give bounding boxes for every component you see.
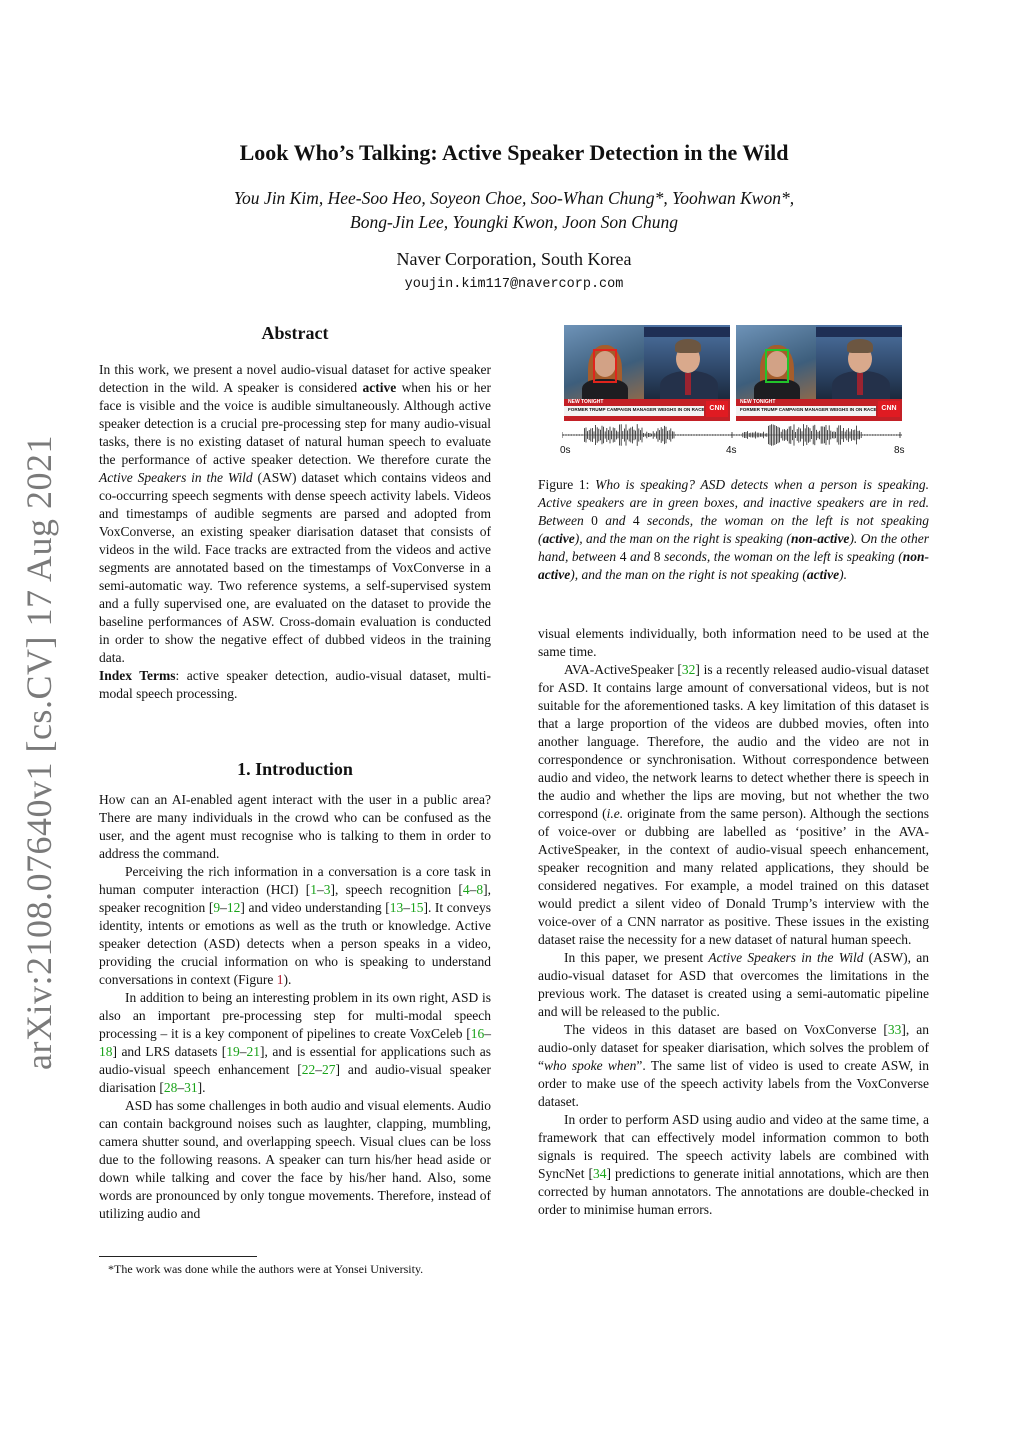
affiliation: Naver Corporation, South Korea — [396, 249, 632, 269]
introduction-text — [99, 791, 491, 1223]
intro-paragraph: In addition to being an interesting problem in its own right, ASD is also an important pre-processing step for multi-modal speech processing – it is a key component of pipelines to create VoxCeleb [16–18] and LRS datasets [19–21], and is essential for applications such as audio-visual speech enhancement [22–27] and audio-visual speaker diarisation [28–31]. — [99, 990, 491, 1095]
abstract-text: In this work, we present a novel audio-visual dataset for active speaker detection in the wild. A speaker is considered active when his or her face is visible and the voice is audible simultaneously. Although active speaker detection is a crucial pre-processing step for many audio-visual tasks, there is no existing dataset of natural human speech to evaluate the performance of active speaker detection. We therefore curate the Active Speakers in the Wild (ASW) dataset which contains videos and co-occurring speech segments with dense speech activity labels. Videos and timestamps of audible segments are parsed and adopted from VoxConverse, an existing speaker diarisation dataset that consists of videos in the wild. Face tracks are extracted from the videos and active segments are annotated based on the timestamps of VoxConverse in a semi-automatic way. Two reference systems, a self-supervised system and a fully supervised one, are evaluated on the dataset to provide the baseline performances of ASW. Cross-domain evaluation is conducted in order to show the negative effect of dubbed videos in the training data. Index Terms: active speaker detection, audio-visual dataset, multi-modal speech processing. — [99, 362, 492, 701]
figure-link[interactable]: 1 — [276, 972, 284, 987]
citation-link[interactable]: 8 — [476, 882, 484, 897]
citation-link[interactable]: 4 — [462, 882, 470, 897]
citation-link[interactable]: 9 — [213, 900, 221, 915]
citation-link[interactable]: 21 — [246, 1044, 261, 1059]
time-tick-0: 0s — [560, 445, 571, 456]
news-headline: FORMER TRUMP CAMPAIGN MANAGER WEIGHS IN ON RACE — [740, 407, 877, 412]
cnn-logo: CNN — [878, 401, 900, 417]
citation-link[interactable]: 34 — [592, 1166, 607, 1181]
time-tick-8: 8s — [894, 445, 905, 456]
intro-paragraph: Perceiving the rich information in a conversation is a core task in human computer interaction (HCI) [1–3], speech recognition [4–8], speaker recognition [9–12] and video understanding [13–15]. It conveys identity, intents or emotions as well as the truth or knowledge. Active speaker detection (ASD) detects when a person speaks in a video, providing the crucial information on who is speaking to understand conversations in context (Figure 1). — [99, 864, 492, 987]
author-email: youjin.kim117@navercorp.com — [404, 277, 624, 292]
figure-1 — [560, 323, 905, 456]
body-paragraph: AVA-ActiveSpeaker [32] is a recently released audio-visual dataset for ASD. It contains large amount of conversational videos, but is not suitable for the aforementioned tasks. A key limitation of this dataset is that a large proportion of the videos are dubbed movies, often into another language. Therefore, the audio and the video are not in correspondence or synchronisation. Without correspondence between audio and video, the network learns to detect whether there is speech in the audio and whether the lips are moving, but not whether the two correspond (i.e. originate from the same person). Although the sections of voice-over or dubbing are labelled as ‘positive’ in the AVA-ActiveSpeaker, in the context of audio-visual speech enhancement, speaker recognition and many related applications, they should be considered negatives. For example, a model trained on this dataset would predict a silent video of Donald Trump’s interview with the voice-over of a CNN narrator as positive. These issues in the existing dataset raise the necessity for a new dataset of natural human speech. — [538, 662, 929, 947]
intro-paragraph: How can an AI-enabled agent interact with the user in a public area? There are many individuals in the crowd who can be confused as the user, and the agent must recognise who is talking to them in order to address the command. — [99, 792, 491, 861]
authors-line-2: Bong-Jin Lee, Youngki Kwon, Joon Son Chung — [350, 212, 678, 232]
citation-link[interactable]: 13 — [389, 900, 404, 915]
arxiv-identifier: arXiv:2108.07640v1 [cs.CV] 17 Aug 2021 — [19, 435, 59, 1070]
citation-link[interactable]: 18 — [99, 1044, 113, 1059]
citation-link[interactable]: 12 — [226, 900, 241, 915]
body-paragraph: In this paper, we present Active Speakers in the Wild (ASW), an audio-visual dataset for ASD that overcomes the limitations in the previous work. The dataset is created using a semi-automatic pipeline and will be released to the public. — [538, 950, 930, 1019]
authors-line-1: You Jin Kim, Hee-Soo Heo, Soyeon Choe, Soo-Whan Chung*, Yoohwan Kwon*, — [233, 188, 795, 208]
news-tag: NEW TONIGHT — [568, 399, 604, 405]
citation-link[interactable]: 19 — [226, 1044, 240, 1059]
citation-link[interactable]: 1 — [310, 882, 317, 897]
active-speaker-box — [765, 349, 789, 383]
video-frame-left — [564, 325, 730, 421]
citation-link[interactable]: 15 — [409, 900, 424, 915]
inactive-speaker-box — [593, 349, 617, 383]
paper-title: Look Who’s Talking: Active Speaker Detection in the Wild — [239, 140, 789, 165]
index-terms: Index Terms: active speaker detection, audio-visual dataset, multi-modal speech processing. — [99, 668, 491, 701]
citation-link[interactable]: 27 — [321, 1062, 336, 1077]
citation-link[interactable]: 22 — [301, 1062, 316, 1077]
body-paragraph: In order to perform ASD using audio and video at the same time, a framework that can effectively model information common to both signals is required. The speech activity labels are combined with SyncNet [34] predictions to generate initial annotations, which are then corrected by human annotators. The annotations are double-checked in order to minimise human errors. — [538, 1112, 929, 1217]
figure-caption: Figure 1: Who is speaking? ASD detects when a person is speaking. Active speakers are in green boxes, and inactive speakers are in red. Between 0 and 4 seconds, the woman on the left is not speaking (active), and the man on the right is speaking (non-active). On the other hand, between 4 and 8 seconds, the woman on the left is speaking (non-active), and the man on the right is not speaking (active). — [538, 477, 930, 582]
body-paragraph: The videos in this dataset are based on VoxConverse [33], an audio-only dataset for speaker diarisation, which solves the problem of “who spoke when”. The same list of video is used to create ASW, in order to make use of the speech activity labels from the VoxConverse dataset. — [538, 1022, 929, 1109]
citation-link[interactable]: 16 — [470, 1026, 485, 1041]
introduction-heading: 1. Introduction — [237, 759, 353, 779]
abstract-heading: Abstract — [261, 323, 329, 343]
citation-link[interactable]: 32 — [681, 662, 696, 677]
author-list — [100, 186, 928, 234]
citation-link[interactable]: 33 — [887, 1022, 902, 1037]
citation-link[interactable]: 31 — [184, 1080, 198, 1095]
cnn-logo: CNN — [706, 401, 728, 417]
intro-paragraph: ASD has some challenges in both audio and visual elements. Audio can contain background noises such as laughter, clapping, mumbling, camera shutter sound, and overlapping speech. Visual clues can be loss due to the following reasons. A speaker can turn his/her head aside or down while talking and cover the face by his/her hand. Also, some words are pronounced by only tongue movements. Therefore, instead of utilizing audio and — [99, 1098, 491, 1221]
citation-link[interactable]: 3 — [323, 882, 331, 897]
footnote-rule — [99, 1256, 257, 1257]
news-headline: FORMER TRUMP CAMPAIGN MANAGER WEIGHS IN ON RACE — [568, 407, 705, 412]
time-tick-4: 4s — [726, 445, 737, 456]
body-paragraph: visual elements individually, both information need to be used at the same time. — [538, 626, 929, 659]
footnote: *The work was done while the authors were at Yonsei University. — [108, 1262, 424, 1276]
news-tag: NEW TONIGHT — [740, 399, 776, 405]
video-frame-right — [736, 325, 902, 421]
right-column-text — [538, 625, 929, 1219]
citation-link[interactable]: 28 — [163, 1080, 178, 1095]
